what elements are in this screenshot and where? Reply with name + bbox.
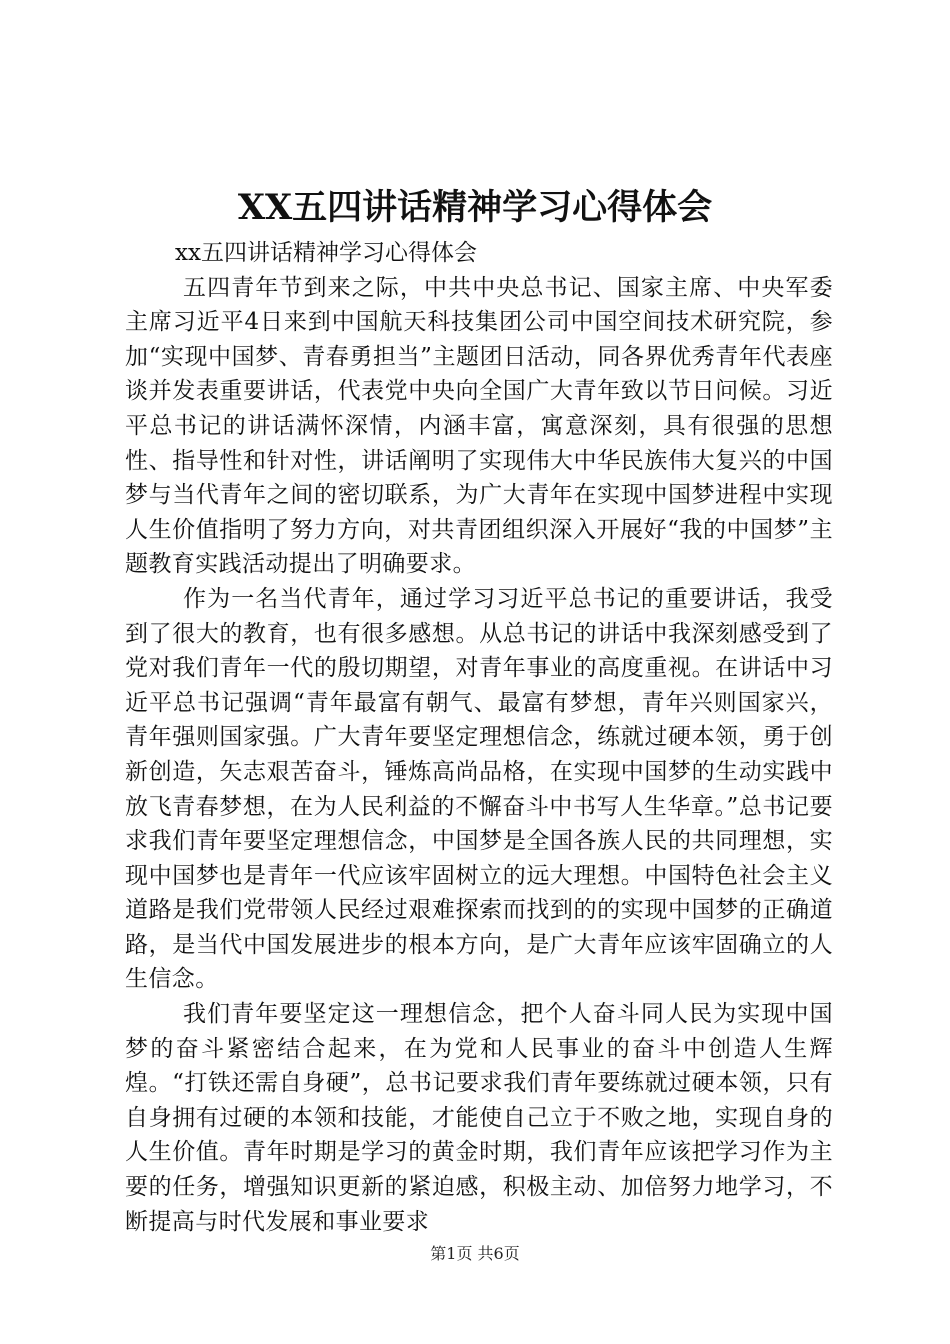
document-title: XX五四讲话精神学习心得体会: [237, 187, 713, 228]
paragraph-3: 我们青年要坚定这一理想信念，把个人奋斗同人民为实现中国梦的奋斗紧密结合起来，在为党和人民事业的奋斗中创造人生辉煌。“打铁还需自身硬”，总书记要求我们青年要练就过硬本领，只有自身拥有过硬的本领和技能，才能使自己立于不败之地，实现自身的人生价值。青年时期是学习的黄金时期，我们青年应该把学习作为主要的任务，增强知识更新的紧迫感，积极主动、加倍努力地学习，不断提高与时代发展和事业要求: [125, 1001, 833, 1235]
page-footer: 第1页 共6页: [430, 1244, 520, 1263]
document-body: [125, 236, 833, 1239]
paragraph-1: 五四青年节到来之际，中共中央总书记、国家主席、中央军委主席习近平4日来到中国航天科技集团公司中国空间技术研究院，参加“实现中国梦、青春勇担当”主题团日活动，同各界优秀青年代表座谈并发表重要讲话，代表党中央向全国广大青年致以节日问候。习近平总书记的讲话满怀深情，内涵丰富，寓意深刻，具有很强的思想性、指导性和针对性，讲话阐明了实现伟大中华民族伟大复兴的中国梦与当代青年之间的密切联系，为广大青年在实现中国梦进程中实现人生价值指明了努力方向，对共青团组织深入开展好“我的中国梦”主题教育实践活动提出了明确要求。: [125, 274, 833, 578]
document-subtitle: xx五四讲话精神学习心得体会: [175, 240, 477, 266]
paragraph-2: 作为一名当代青年，通过学习习近平总书记的重要讲话，我受到了很大的教育，也有很多感想。从总书记的讲话中我深刻感受到了党对我们青年一代的殷切期望，对青年事业的高度重视。在讲话中习近平总书记强调“青年最富有朝气、最富有梦想，青年兴则国家兴，青年强则国家强。广大青年要坚定理想信念，练就过硬本领，勇于创新创造，矢志艰苦奋斗，锤炼高尚品格，在实现中国梦的生动实践中放飞青春梦想，在为人民利益的不懈奋斗中书写人生华章。”总书记要求我们青年要坚定理想信念，中国梦是全国各族人民的共同理想，实现中国梦也是青年一代应该牢固树立的远大理想。中国特色社会主义道路是我们党带领人民经过艰难探索而找到的的实现中国梦的正确道路，是当代中国发展进步的根本方向，是广大青年应该牢固确立的人生信念。: [125, 585, 833, 993]
